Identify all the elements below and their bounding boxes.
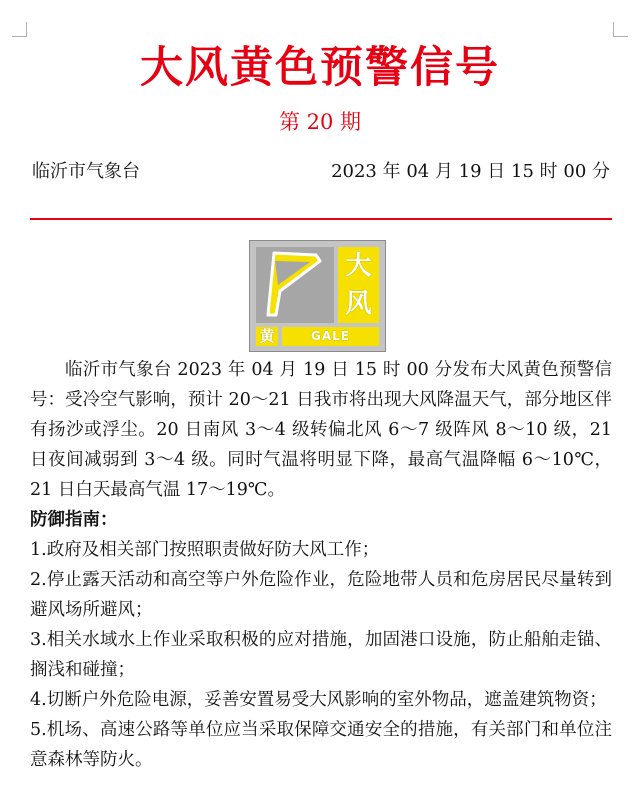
gale-warning-signal-icon (249, 240, 386, 352)
guide-item: 3.相关水域水上作业采取积极的应对措施，加固港口设施，防止船舶走锚、搁浅和碰撞； (30, 630, 612, 680)
guide-item: 2.停止露天活动和高空等户外危险作业，危险地带人员和危房居民尽量转到避风场所避风； (30, 570, 612, 620)
wind-flag-icon (256, 247, 334, 323)
red-divider (30, 218, 612, 220)
warning-paragraph: 临沂市气象台 2023 年 04 月 19 日 15 时 00 分发布大风黄色预警信号：受冷空气影响，预计 20～21 日我市将出现大风降温天气，部分地区伴有扬沙或浮尘。20 日南风 3～4 级转偏北风 6～7 级阵风 8～10 级，21 日夜间减弱到 3～4 级。同时气温将明显下降，最高气温降幅 6～10℃，21 日白天最高气温 17～19℃。 (30, 360, 612, 500)
document-title: 大风黄色预警信号 (140, 43, 500, 93)
signal-char-feng: 风 (345, 289, 372, 319)
issue-datetime: 2023 年 04 月 19 日 15 时 00 分 (331, 161, 610, 182)
issuer: 临沂市气象台 (32, 161, 140, 182)
signal-gale-label: GALE (282, 327, 379, 346)
signal-characters (338, 247, 379, 323)
signal-level-char: 黄 (256, 327, 278, 346)
warning-body (30, 355, 612, 775)
guide-item: 5.机场、高速公路等单位应当采取保障交通安全的措施，有关部门和单位注意森林等防火。 (30, 720, 612, 770)
guide-item: 1.政府及相关部门按照职责做好防大风工作； (30, 540, 380, 560)
guide-heading: 防御指南： (30, 510, 118, 530)
signal-char-da: 大 (345, 251, 372, 281)
issue-number: 第 20 期 (278, 110, 362, 134)
guide-item: 4.切断户外危险电源，妥善安置易受大风影响的室外物品，遮盖建筑物资； (30, 690, 607, 710)
